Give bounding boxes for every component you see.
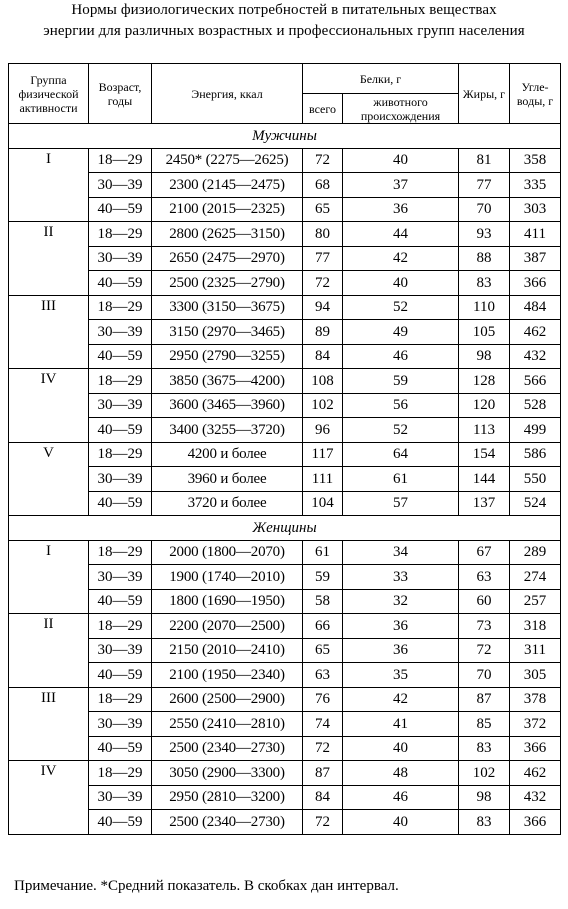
- document-title: [0, 0, 568, 42]
- energy-cell: 2000 (1800—2070): [152, 540, 303, 565]
- carbs-cell: 335: [510, 173, 561, 198]
- section-row: [9, 124, 561, 149]
- energy-cell: 2450* (2275—2625): [152, 148, 303, 173]
- fats-cell: 102: [459, 761, 510, 786]
- table-row: [9, 761, 561, 786]
- fats-cell: 72: [459, 638, 510, 663]
- protein-total-cell: 74: [303, 712, 343, 737]
- title-line-2: энергии для различных возрастных и профессиональных групп населения: [43, 23, 525, 39]
- protein-animal-cell: 48: [343, 761, 459, 786]
- protein-total-cell: 111: [303, 467, 343, 492]
- fats-cell: 83: [459, 271, 510, 296]
- energy-cell: 2950 (2790—3255): [152, 344, 303, 369]
- energy-cell: 2500 (2325—2790): [152, 271, 303, 296]
- protein-total-cell: 72: [303, 736, 343, 761]
- table-row: [9, 148, 561, 173]
- activity-group-cell: III: [9, 687, 89, 761]
- energy-cell: 3150 (2970—3465): [152, 320, 303, 345]
- table-row: [9, 736, 561, 761]
- protein-animal-cell: 44: [343, 222, 459, 247]
- protein-total-cell: 72: [303, 810, 343, 835]
- carbs-cell: 586: [510, 442, 561, 467]
- protein-total-cell: 94: [303, 295, 343, 320]
- carbs-cell: 257: [510, 589, 561, 614]
- protein-animal-cell: 56: [343, 393, 459, 418]
- protein-animal-cell: 34: [343, 540, 459, 565]
- carbs-cell: 366: [510, 271, 561, 296]
- table-row: [9, 638, 561, 663]
- table-row: [9, 540, 561, 565]
- activity-group-cell: II: [9, 614, 89, 688]
- protein-animal-cell: 46: [343, 344, 459, 369]
- carbs-cell: 387: [510, 246, 561, 271]
- protein-total-cell: 72: [303, 271, 343, 296]
- protein-total-cell: 89: [303, 320, 343, 345]
- protein-total-cell: 108: [303, 369, 343, 394]
- carbs-cell: 484: [510, 295, 561, 320]
- age-cell: 18—29: [89, 761, 152, 786]
- header-group: Группа физической активности: [9, 64, 89, 124]
- carbs-cell: 550: [510, 467, 561, 492]
- footnote: Примечание. *Средний показатель. В скобках дан интервал.: [14, 878, 399, 894]
- protein-total-cell: 72: [303, 148, 343, 173]
- fats-cell: 105: [459, 320, 510, 345]
- carbs-cell: 289: [510, 540, 561, 565]
- table-row: [9, 712, 561, 737]
- age-cell: 40—59: [89, 810, 152, 835]
- header-proteins-animal: животного происхождения: [343, 94, 459, 124]
- energy-cell: 2550 (2410—2810): [152, 712, 303, 737]
- protein-total-cell: 96: [303, 418, 343, 443]
- energy-cell: 2950 (2810—3200): [152, 785, 303, 810]
- carbs-cell: 378: [510, 687, 561, 712]
- table-row: [9, 369, 561, 394]
- protein-animal-cell: 64: [343, 442, 459, 467]
- age-cell: 30—39: [89, 173, 152, 198]
- protein-total-cell: 87: [303, 761, 343, 786]
- protein-total-cell: 77: [303, 246, 343, 271]
- protein-total-cell: 76: [303, 687, 343, 712]
- age-cell: 40—59: [89, 197, 152, 222]
- age-cell: 30—39: [89, 785, 152, 810]
- header-carbs: Угле-воды, г: [510, 64, 561, 124]
- fats-cell: 73: [459, 614, 510, 639]
- protein-animal-cell: 35: [343, 663, 459, 688]
- age-cell: 30—39: [89, 393, 152, 418]
- table-row: [9, 320, 561, 345]
- protein-animal-cell: 40: [343, 148, 459, 173]
- fats-cell: 113: [459, 418, 510, 443]
- fats-cell: 93: [459, 222, 510, 247]
- carbs-cell: 372: [510, 712, 561, 737]
- carbs-cell: 528: [510, 393, 561, 418]
- energy-cell: 3720 и более: [152, 491, 303, 516]
- header-age: Возраст, годы: [89, 64, 152, 124]
- carbs-cell: 366: [510, 736, 561, 761]
- activity-group-cell: V: [9, 442, 89, 516]
- table-row: [9, 663, 561, 688]
- age-cell: 18—29: [89, 148, 152, 173]
- protein-animal-cell: 42: [343, 687, 459, 712]
- carbs-cell: 411: [510, 222, 561, 247]
- activity-group-cell: IV: [9, 369, 89, 443]
- fats-cell: 77: [459, 173, 510, 198]
- age-cell: 18—29: [89, 295, 152, 320]
- protein-animal-cell: 36: [343, 614, 459, 639]
- carbs-cell: 462: [510, 320, 561, 345]
- carbs-cell: 432: [510, 785, 561, 810]
- age-cell: 40—59: [89, 663, 152, 688]
- fats-cell: 98: [459, 344, 510, 369]
- table-row: [9, 614, 561, 639]
- fats-cell: 137: [459, 491, 510, 516]
- age-cell: 18—29: [89, 687, 152, 712]
- age-cell: 40—59: [89, 491, 152, 516]
- energy-cell: 4200 и более: [152, 442, 303, 467]
- energy-cell: 2200 (2070—2500): [152, 614, 303, 639]
- fats-cell: 83: [459, 810, 510, 835]
- table-row: [9, 271, 561, 296]
- age-cell: 40—59: [89, 736, 152, 761]
- carbs-cell: 305: [510, 663, 561, 688]
- protein-total-cell: 58: [303, 589, 343, 614]
- table-row: [9, 467, 561, 492]
- activity-group-cell: II: [9, 222, 89, 296]
- table-row: [9, 344, 561, 369]
- fats-cell: 67: [459, 540, 510, 565]
- table-row: [9, 785, 561, 810]
- age-cell: 40—59: [89, 589, 152, 614]
- fats-cell: 83: [459, 736, 510, 761]
- fats-cell: 144: [459, 467, 510, 492]
- protein-total-cell: 84: [303, 344, 343, 369]
- protein-animal-cell: 57: [343, 491, 459, 516]
- energy-cell: 2500 (2340—2730): [152, 810, 303, 835]
- protein-total-cell: 84: [303, 785, 343, 810]
- age-cell: 30—39: [89, 638, 152, 663]
- energy-cell: 3600 (3465—3960): [152, 393, 303, 418]
- fats-cell: 60: [459, 589, 510, 614]
- energy-cell: 3400 (3255—3720): [152, 418, 303, 443]
- energy-cell: 2600 (2500—2900): [152, 687, 303, 712]
- energy-cell: 1800 (1690—1950): [152, 589, 303, 614]
- section-row: [9, 516, 561, 541]
- protein-animal-cell: 32: [343, 589, 459, 614]
- fats-cell: 88: [459, 246, 510, 271]
- protein-animal-cell: 52: [343, 418, 459, 443]
- age-cell: 30—39: [89, 565, 152, 590]
- header-proteins: Белки, г: [303, 64, 459, 94]
- age-cell: 30—39: [89, 712, 152, 737]
- activity-group-cell: I: [9, 148, 89, 222]
- protein-animal-cell: 40: [343, 271, 459, 296]
- protein-total-cell: 65: [303, 638, 343, 663]
- energy-cell: 2500 (2340—2730): [152, 736, 303, 761]
- protein-total-cell: 102: [303, 393, 343, 418]
- age-cell: 18—29: [89, 614, 152, 639]
- carbs-cell: 499: [510, 418, 561, 443]
- protein-total-cell: 66: [303, 614, 343, 639]
- table-row: [9, 687, 561, 712]
- table-header: [9, 64, 561, 124]
- protein-animal-cell: 42: [343, 246, 459, 271]
- carbs-cell: 566: [510, 369, 561, 394]
- age-cell: 30—39: [89, 246, 152, 271]
- fats-cell: 120: [459, 393, 510, 418]
- protein-animal-cell: 41: [343, 712, 459, 737]
- protein-animal-cell: 40: [343, 736, 459, 761]
- protein-total-cell: 104: [303, 491, 343, 516]
- carbs-cell: 366: [510, 810, 561, 835]
- protein-total-cell: 65: [303, 197, 343, 222]
- protein-animal-cell: 49: [343, 320, 459, 345]
- header-energy: Энергия, ккал: [152, 64, 303, 124]
- header-proteins-total: всего: [303, 94, 343, 124]
- age-cell: 18—29: [89, 540, 152, 565]
- energy-cell: 2800 (2625—3150): [152, 222, 303, 247]
- fats-cell: 63: [459, 565, 510, 590]
- protein-animal-cell: 59: [343, 369, 459, 394]
- header-fats: Жиры, г: [459, 64, 510, 124]
- fats-cell: 154: [459, 442, 510, 467]
- protein-animal-cell: 52: [343, 295, 459, 320]
- energy-cell: 3300 (3150—3675): [152, 295, 303, 320]
- table-row: [9, 565, 561, 590]
- carbs-cell: 524: [510, 491, 561, 516]
- energy-cell: 2650 (2475—2970): [152, 246, 303, 271]
- protein-animal-cell: 46: [343, 785, 459, 810]
- carbs-cell: 462: [510, 761, 561, 786]
- fats-cell: 87: [459, 687, 510, 712]
- protein-total-cell: 61: [303, 540, 343, 565]
- protein-total-cell: 63: [303, 663, 343, 688]
- section-label: Мужчины: [9, 124, 561, 149]
- age-cell: 40—59: [89, 418, 152, 443]
- age-cell: 40—59: [89, 271, 152, 296]
- table-row: [9, 246, 561, 271]
- table-row: [9, 589, 561, 614]
- protein-animal-cell: 36: [343, 197, 459, 222]
- age-cell: 18—29: [89, 222, 152, 247]
- protein-total-cell: 59: [303, 565, 343, 590]
- carbs-cell: 311: [510, 638, 561, 663]
- activity-group-cell: III: [9, 295, 89, 369]
- carbs-cell: 303: [510, 197, 561, 222]
- energy-cell: 1900 (1740—2010): [152, 565, 303, 590]
- activity-group-cell: IV: [9, 761, 89, 835]
- age-cell: 18—29: [89, 442, 152, 467]
- fats-cell: 70: [459, 197, 510, 222]
- carbs-cell: 432: [510, 344, 561, 369]
- table-row: [9, 393, 561, 418]
- table-row: [9, 491, 561, 516]
- protein-total-cell: 80: [303, 222, 343, 247]
- age-cell: 30—39: [89, 320, 152, 345]
- energy-cell: 2150 (2010—2410): [152, 638, 303, 663]
- age-cell: 30—39: [89, 467, 152, 492]
- protein-total-cell: 68: [303, 173, 343, 198]
- section-label: Женщины: [9, 516, 561, 541]
- fats-cell: 81: [459, 148, 510, 173]
- table-row: [9, 173, 561, 198]
- protein-total-cell: 117: [303, 442, 343, 467]
- protein-animal-cell: 33: [343, 565, 459, 590]
- energy-cell: 3050 (2900—3300): [152, 761, 303, 786]
- energy-cell: 2100 (2015—2325): [152, 197, 303, 222]
- age-cell: 40—59: [89, 344, 152, 369]
- carbs-cell: 318: [510, 614, 561, 639]
- table-row: [9, 810, 561, 835]
- protein-animal-cell: 37: [343, 173, 459, 198]
- energy-cell: 2300 (2145—2475): [152, 173, 303, 198]
- table-row: [9, 222, 561, 247]
- table-row: [9, 295, 561, 320]
- table-row: [9, 442, 561, 467]
- energy-cell: 3960 и более: [152, 467, 303, 492]
- table-body: [9, 124, 561, 835]
- carbs-cell: 274: [510, 565, 561, 590]
- table-row: [9, 197, 561, 222]
- activity-group-cell: I: [9, 540, 89, 614]
- protein-animal-cell: 40: [343, 810, 459, 835]
- table-row: [9, 418, 561, 443]
- carbs-cell: 358: [510, 148, 561, 173]
- energy-cell: 2100 (1950—2340): [152, 663, 303, 688]
- fats-cell: 85: [459, 712, 510, 737]
- fats-cell: 128: [459, 369, 510, 394]
- energy-cell: 3850 (3675—4200): [152, 369, 303, 394]
- fats-cell: 98: [459, 785, 510, 810]
- fats-cell: 110: [459, 295, 510, 320]
- protein-animal-cell: 61: [343, 467, 459, 492]
- protein-animal-cell: 36: [343, 638, 459, 663]
- title-line-1: Нормы физиологических потребностей в питательных веществах: [71, 2, 497, 18]
- nutrition-norms-table: [8, 63, 561, 835]
- fats-cell: 70: [459, 663, 510, 688]
- age-cell: 18—29: [89, 369, 152, 394]
